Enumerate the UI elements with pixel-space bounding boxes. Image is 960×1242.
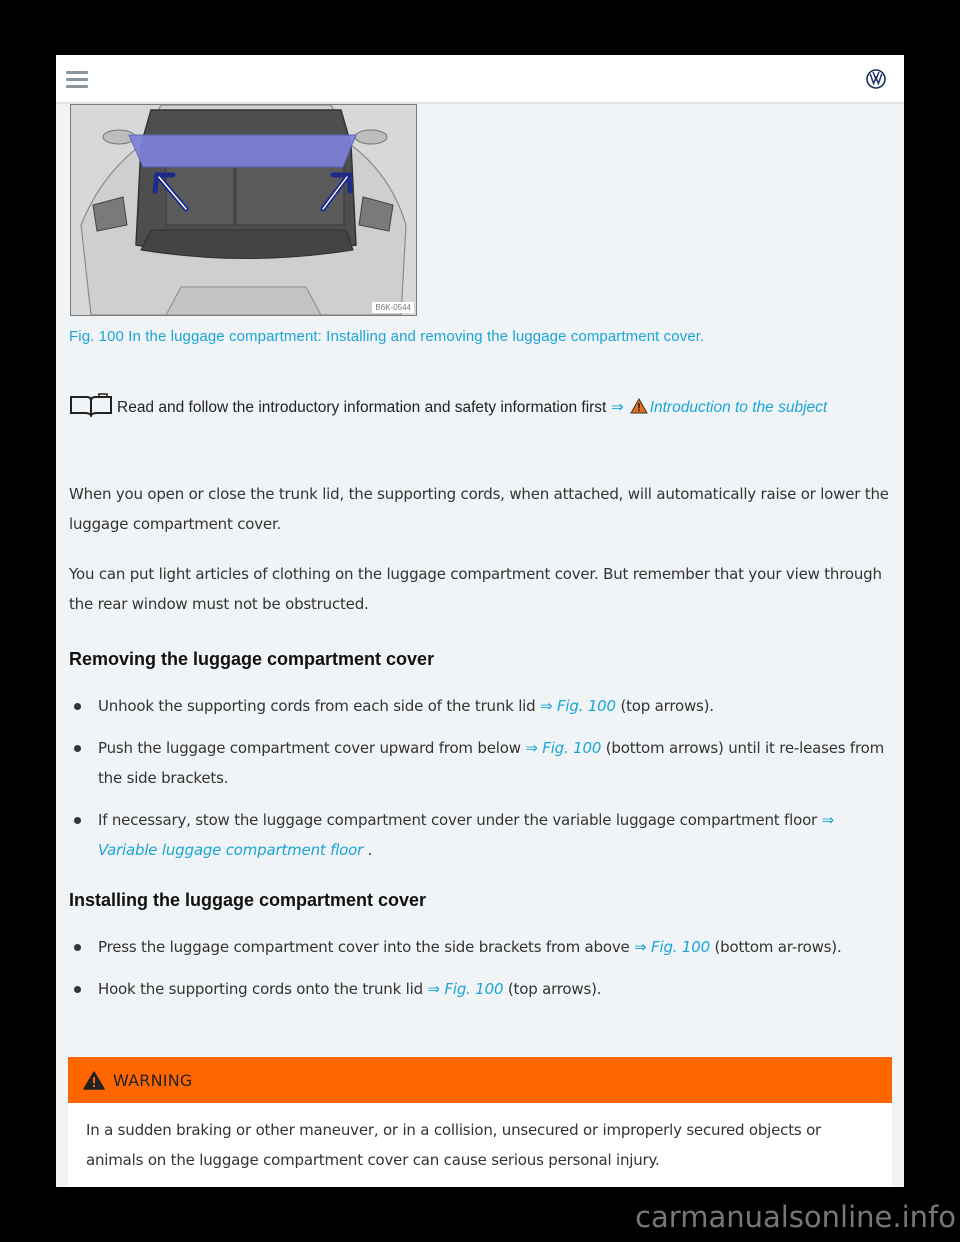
step-text-after: (top arrows).: [503, 980, 602, 998]
book-icon: [69, 393, 113, 417]
intro-note: [69, 393, 889, 421]
top-bar: [56, 55, 904, 104]
warning-triangle-icon: [630, 398, 648, 414]
fig-100-link[interactable]: ⇒ Fig. 100: [634, 938, 710, 956]
list-item: [69, 932, 894, 962]
list-item: [69, 691, 894, 721]
removing-steps: [69, 691, 894, 877]
warning-icon: [83, 1071, 105, 1090]
vw-logo-icon[interactable]: [866, 69, 886, 89]
step-text-after: (bottom arrows) until it re-leases from the side brackets.: [98, 739, 885, 787]
warning-text: In a sudden braking or other maneuver, or in a collision, unsecured or improperly secured objects or animals on the luggage compartment cover can cause serious personal injury.: [68, 1103, 892, 1187]
bullet-icon: [74, 817, 81, 824]
list-item: [69, 733, 894, 793]
bullet-icon: [74, 986, 81, 993]
installing-steps: [69, 932, 894, 1016]
bullet-icon: [74, 745, 81, 752]
paragraph-2: You can put light articles of clothing on the luggage compartment cover. But remember that your view through the rear window must not be obstructed.: [69, 565, 882, 613]
paragraph-1: When you open or close the trunk lid, the supporting cords, when attached, will automatically raise or lower the luggage compartment cover.: [69, 485, 889, 533]
fig-100-link[interactable]: ⇒ Fig. 100: [540, 697, 616, 715]
section-heading-installing: Installing the luggage compartment cover: [69, 890, 427, 910]
step-text: Hook the supporting cords onto the trunk lid: [98, 980, 428, 998]
step-text: Unhook the supporting cords from each side of the trunk lid: [98, 697, 541, 715]
section-heading-removing: Removing the luggage compartment cover: [69, 649, 435, 669]
step-text-after: (bottom ar-rows).: [709, 938, 842, 956]
step-text: Push the luggage compartment cover upward from below: [98, 739, 526, 757]
intro-text: Read and follow the introductory information and safety information first: [117, 399, 607, 416]
introduction-link[interactable]: Introduction to the subject: [649, 399, 828, 416]
figure-caption: Fig. 100 In the luggage compartment: Installing and removing the luggage compartment cover.: [69, 328, 705, 345]
manual-page: [56, 55, 904, 1187]
fig-100-link[interactable]: ⇒ Fig. 100: [427, 980, 504, 998]
bullet-icon: [74, 703, 81, 710]
variable-floor-link[interactable]: ⇒ Variable luggage compartment floor: [98, 811, 834, 859]
warning-header: [68, 1057, 892, 1103]
bullet-icon: [74, 944, 81, 951]
intro-arrow: ⇒: [610, 399, 624, 416]
step-text: Press the luggage compartment cover into the side brackets from above: [98, 938, 635, 956]
step-text: If necessary, stow the luggage compartment cover under the variable luggage compartment floor: [98, 811, 822, 829]
warning-box: [68, 1057, 892, 1187]
hamburger-icon[interactable]: [66, 71, 88, 89]
fig-100-link[interactable]: ⇒ Fig. 100: [525, 739, 602, 757]
step-text-after: (top arrows).: [615, 697, 714, 715]
trunk-illustration: [71, 105, 416, 315]
figure-image: [70, 104, 417, 316]
step-text-after: .: [363, 841, 373, 859]
list-item: [69, 974, 894, 1004]
warning-title: WARNING: [113, 1071, 193, 1090]
list-item: [69, 805, 894, 865]
figure-code: B6K-0544: [372, 302, 414, 313]
watermark: carmanualsonline.info: [635, 1200, 956, 1234]
